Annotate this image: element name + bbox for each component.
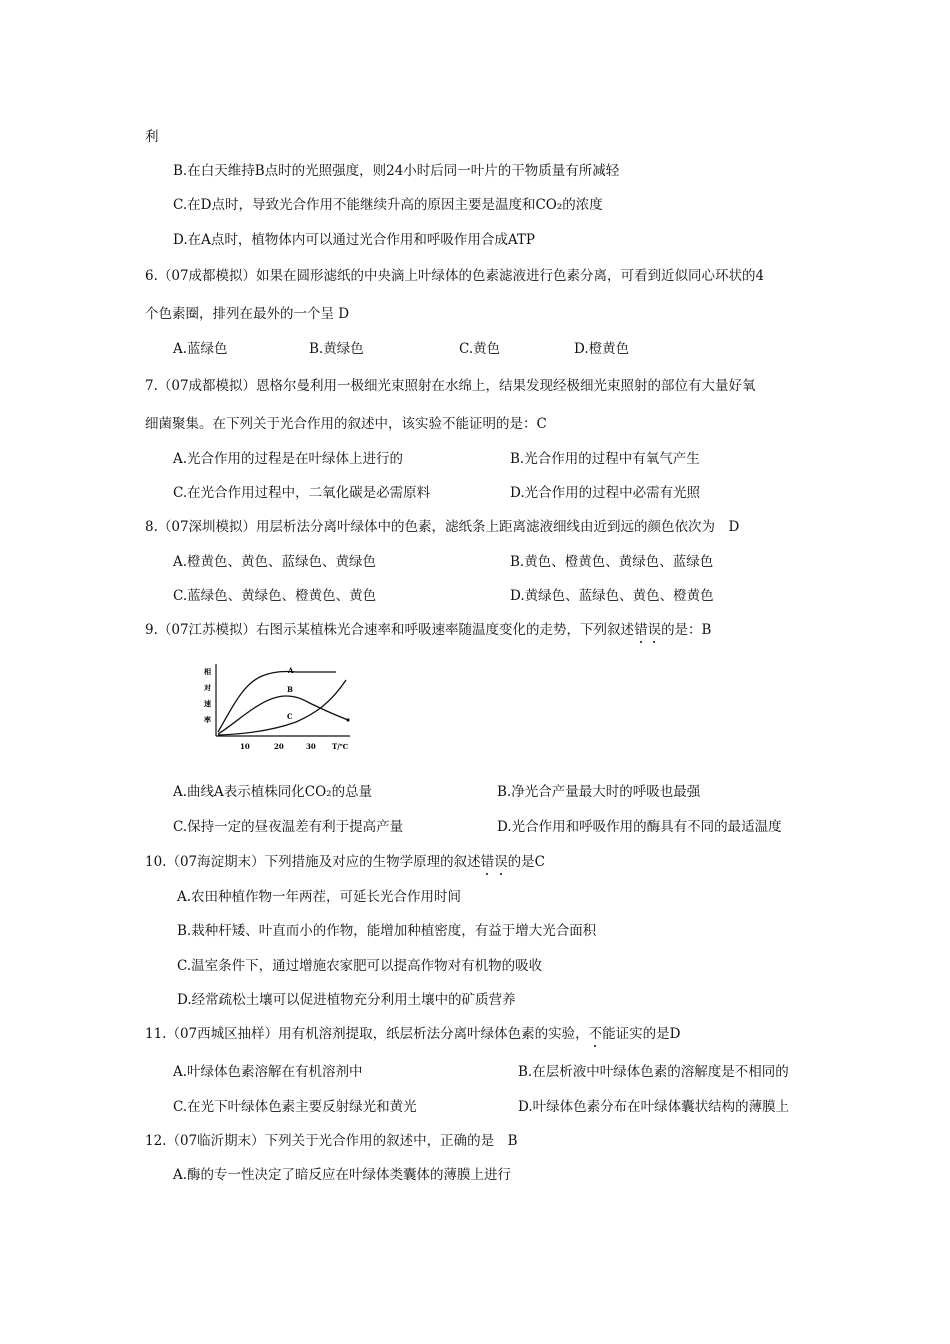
question-9-answer: 的是：B xyxy=(661,622,712,638)
option-q10-a: A.农田种植作物一年两茬，可延长光合作用时间 xyxy=(177,889,462,905)
option-q10-b: B.栽种杆矮、叶直而小的作物，能增加种植密度，有益于增大光合面积 xyxy=(177,923,597,939)
x-tick-label: 20 xyxy=(274,742,284,751)
question-6-line2: 个色素圈，排列在最外的一个呈 D xyxy=(145,306,350,322)
option-q8-c: C.蓝绿色、黄绿色、橙黄色、黄色 xyxy=(173,588,377,604)
option-q7-a: A.光合作用的过程是在叶绿体上进行的 xyxy=(173,451,404,467)
x-tick-label: 30 xyxy=(306,742,316,751)
option-q6-c: C.黄色 xyxy=(459,341,501,357)
emphasis-char: 误 xyxy=(647,622,662,638)
question-9 xyxy=(145,621,711,639)
option-q11-d: D.叶绿体色素分布在叶绿体囊状结构的薄膜上 xyxy=(518,1099,790,1115)
option-q10-d: D.经常疏松土壤可以促进植物充分利用土壤中的矿质营养 xyxy=(177,992,516,1008)
text-line: 利 xyxy=(145,129,159,145)
question-9-text: 9.（07江苏模拟）右图示某植株光合速率和呼吸速率随温度变化的走势，下列叙述 xyxy=(145,622,635,638)
x-tick-label: 10 xyxy=(240,742,250,751)
question-11-answer: 能证实的是D xyxy=(602,1026,681,1042)
ylabel-char: 率 xyxy=(204,715,211,724)
option-q5-d: D.在A点时，植物体内可以通过光合作用和呼吸作用合成ATP xyxy=(173,232,535,248)
option-q11-b: B.在层析液中叶绿体色素的溶解度是不相同的 xyxy=(518,1064,789,1080)
ylabel-char: 对 xyxy=(204,683,211,692)
option-q12-a: A.酶的专一性决定了暗反应在叶绿体类囊体的薄膜上进行 xyxy=(173,1167,512,1183)
question-12: 12.（07临沂期末）下列关于光合作用的叙述中，正确的是 B xyxy=(145,1133,518,1149)
x-axis-unit: T/℃ xyxy=(332,742,349,751)
option-q8-a: A.橙黄色、黄色、蓝绿色、黄绿色 xyxy=(173,554,377,570)
curve-a-line xyxy=(218,671,336,732)
option-q5-c: C.在D点时，导致光合作用不能继续升高的原因主要是温度和CO₂的浓度 xyxy=(173,197,603,213)
option-q7-c: C.在光合作用过程中，二氧化碳是必需原料 xyxy=(173,485,431,501)
emphasis-char: 错 xyxy=(634,622,648,638)
option-q5-b: B.在白天维持B点时的光照强度，则24小时后同一叶片的干物质量有所减轻 xyxy=(173,163,620,179)
option-q7-d: D.光合作用的过程中必需有光照 xyxy=(510,485,701,501)
option-q6-a: A.蓝绿色 xyxy=(173,341,228,357)
option-q9-b: B.净光合产量最大时的呼吸也最强 xyxy=(497,784,701,800)
option-q9-d: D.光合作用和呼吸作用的酶具有不同的最适温度 xyxy=(497,819,782,835)
question-11 xyxy=(145,1025,680,1043)
option-q6-b: B.黄绿色 xyxy=(309,341,364,357)
option-q10-c: C.温室条件下，通过增施农家肥可以提高作物对有机物的吸收 xyxy=(177,958,543,974)
ylabel-char: 相 xyxy=(204,667,211,676)
emphasis-char: 错 xyxy=(480,854,495,870)
emphasis-char: 不 xyxy=(588,1026,603,1042)
option-q8-d: D.黄绿色、蓝绿色、黄色、橙黄色 xyxy=(510,588,714,604)
option-q7-b: B.光合作用的过程中有氧气产生 xyxy=(510,451,700,467)
option-q11-a: A.叶绿体色素溶解在有机溶剂中 xyxy=(173,1064,363,1080)
question-10 xyxy=(145,853,545,871)
question-10-text: 10.（07海淀期末）下列措施及对应的生物学原理的叙述 xyxy=(145,854,481,870)
option-q11-c: C.在光下叶绿体色素主要反射绿光和黄光 xyxy=(173,1099,417,1115)
emphasis-char: 误 xyxy=(494,854,508,870)
question-7-line1: 7.（07成都模拟）恩格尔曼利用一极细光束照射在水绵上，结果发现经极细光束照射的部位有大量好氧 xyxy=(145,378,756,394)
rate-temperature-figure xyxy=(198,660,358,758)
question-6-line1: 6.（07成都模拟）如果在圆形滤纸的中央滴上叶绿体的色素滤液进行色素分离，可看到近似同心环状的4 xyxy=(145,268,765,284)
question-7-line2: 细菌聚集。在下列关于光合作用的叙述中，该实验不能证明的是：C xyxy=(145,416,547,432)
option-q9-a: A.曲线A表示植株同化CO₂的总量 xyxy=(173,784,373,800)
option-q8-b: B.黄色、橙黄色、黄绿色、蓝绿色 xyxy=(510,554,714,570)
curve-b-label: B xyxy=(287,685,293,694)
question-10-answer: 的是C xyxy=(507,854,545,870)
option-q6-d: D.橙黄色 xyxy=(574,341,630,357)
curve-b-end-point xyxy=(346,718,349,721)
curve-a-label: A xyxy=(288,666,294,675)
option-q9-c: C.保持一定的昼夜温差有利于提高产量 xyxy=(173,819,404,835)
ylabel-char: 速 xyxy=(204,699,211,708)
question-8: 8.（07深圳模拟）用层析法分离叶绿体中的色素，滤纸条上距离滤液细线由近到远的颜色依次为 D xyxy=(145,519,740,535)
curve-c-line xyxy=(218,680,346,735)
curve-c-label: C xyxy=(287,712,293,721)
question-11-text: 11.（07西城区抽样）用有机溶剂提取，纸层析法分离叶绿体色素的实验， xyxy=(145,1026,589,1042)
